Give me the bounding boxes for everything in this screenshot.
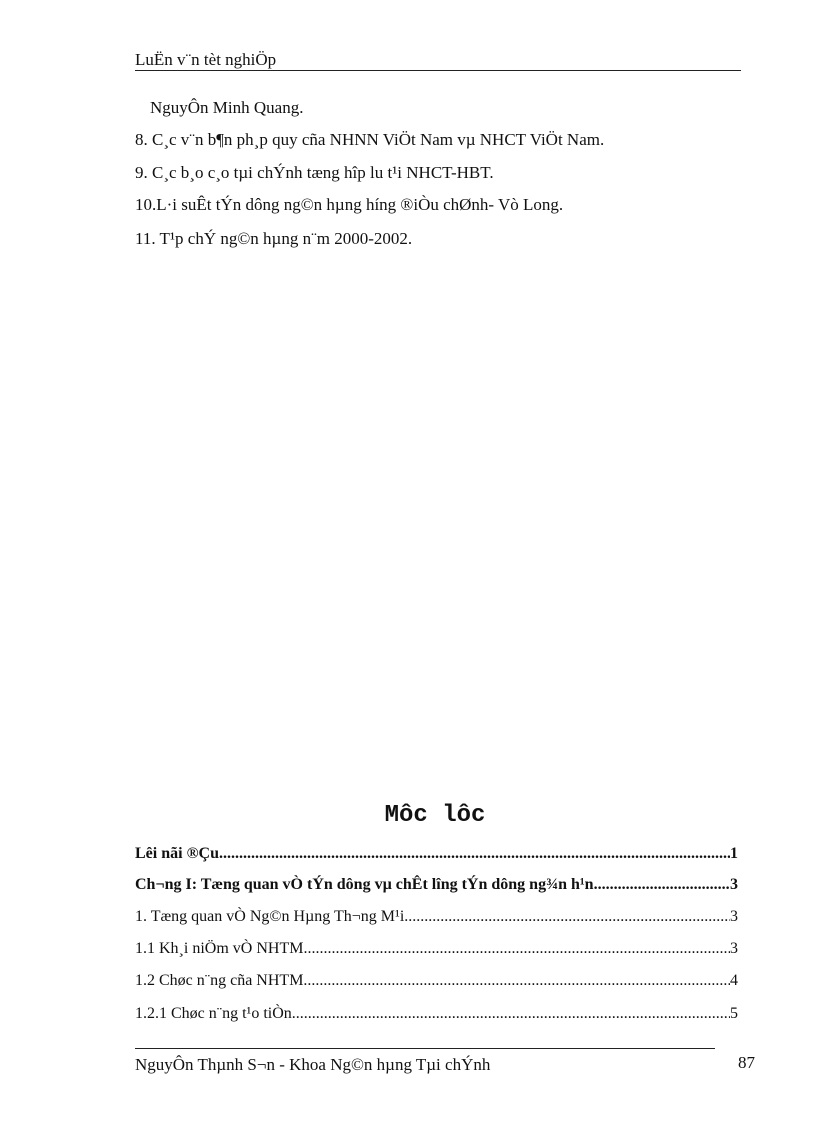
toc-leader-dots bbox=[219, 845, 730, 863]
toc-entry-page: 5 bbox=[730, 1005, 738, 1022]
toc-leader-dots bbox=[307, 940, 730, 958]
toc-entry bbox=[135, 940, 738, 958]
toc-entry bbox=[135, 972, 738, 990]
page-number: 87 bbox=[738, 1053, 755, 1072]
reference-item-9: 9. C¸c b¸o c¸o tµi chÝnh tæng hîp lu t¹i NHCT-HBT. bbox=[135, 163, 494, 182]
toc-entry-page: 1 bbox=[730, 845, 738, 862]
toc-entry-text: Lêi nãi ®Çu bbox=[135, 845, 219, 862]
toc-entry bbox=[135, 845, 738, 863]
toc-title: Môc lôc bbox=[384, 802, 486, 829]
toc-entry bbox=[135, 908, 738, 926]
toc-leader-dots bbox=[307, 972, 730, 990]
toc-leader-dots bbox=[594, 876, 730, 894]
toc-entry-page: 3 bbox=[730, 876, 738, 893]
reference-line: NguyÔn Minh Quang. bbox=[150, 98, 304, 117]
reference-item-10: 10.L·i suÊt tÝn dông ng©n hµng híng ®iÒu chØnh- Vò Long. bbox=[135, 195, 564, 214]
toc-entry-page: 3 bbox=[730, 940, 738, 957]
footer-author: NguyÔn Thµnh S¬n - Khoa Ng©n hµng Tµi chÝnh bbox=[135, 1055, 491, 1074]
toc-leader-dots bbox=[408, 908, 730, 926]
toc-entry-text: 1. Tæng quan vÒ Ng©n Hµng Th¬ng M¹i. bbox=[135, 908, 409, 925]
toc-entry bbox=[135, 876, 738, 894]
toc-entry-text: 1.1 Kh¸i niÖm vÒ NHTM. bbox=[135, 940, 308, 957]
footer-divider bbox=[135, 1048, 715, 1049]
reference-item-11: 11. T¹p chÝ ng©n hµng n¨m 2000-2002. bbox=[135, 229, 413, 248]
toc-entry-page: 3 bbox=[730, 908, 738, 925]
toc-entry-page: 4 bbox=[730, 972, 738, 989]
toc-entry-text: 1.2 Chøc n¨ng cña NHTM. bbox=[135, 972, 308, 989]
header-title: LuËn v¨n tèt nghiÖp bbox=[135, 50, 277, 69]
reference-item-8: 8. C¸c v¨n b¶n ph¸p quy cña NHNN ViÖt Nam vµ NHCT ViÖt Nam. bbox=[135, 130, 605, 149]
toc-entry-text: Ch¬ng I: Tæng quan vÒ tÝn dông vµ chÊt lîng tÝn dông ng¾n h¹n bbox=[135, 876, 594, 893]
toc-leader-dots bbox=[296, 1005, 730, 1023]
toc-entry bbox=[135, 1005, 738, 1023]
header-divider bbox=[135, 70, 741, 71]
toc-entry-text: 1.2.1 Chøc n¨ng t¹o tiÒn. bbox=[135, 1005, 296, 1022]
